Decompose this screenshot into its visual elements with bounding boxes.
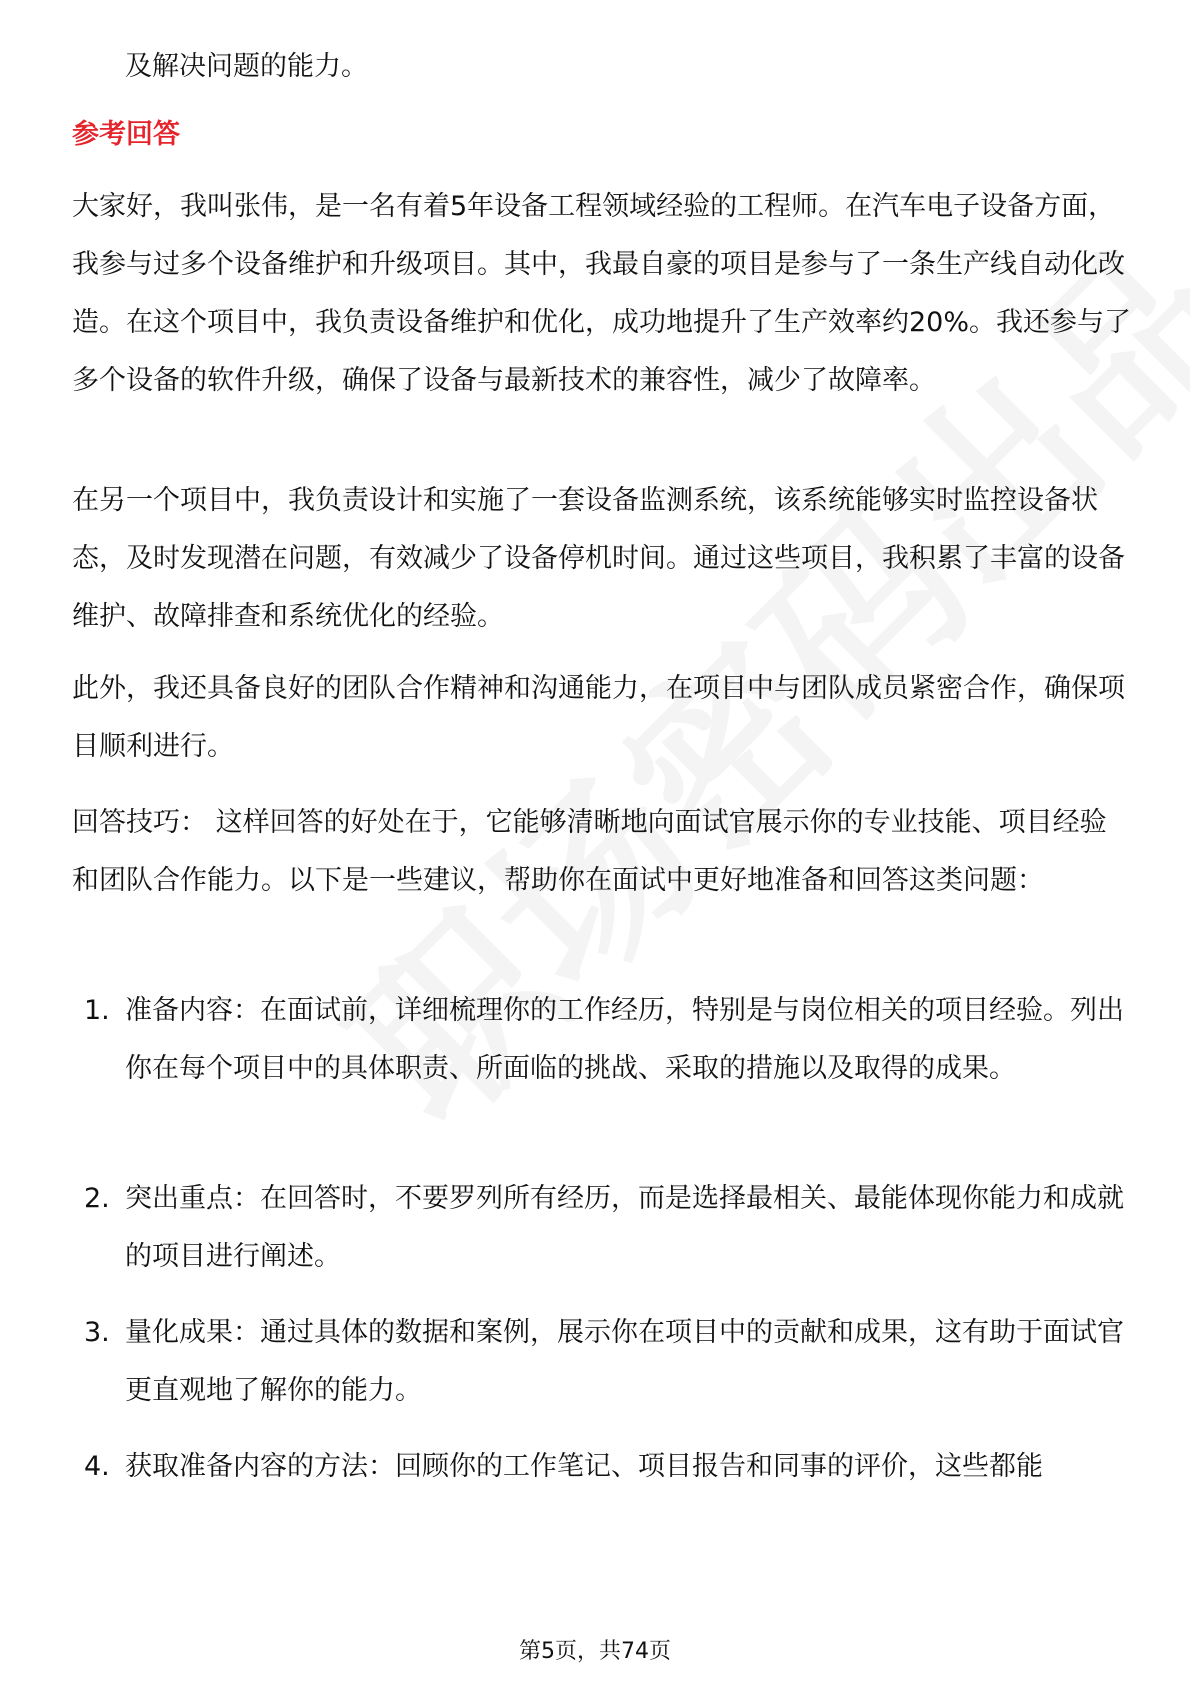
page-number: 第5页，共74页	[519, 1639, 671, 1664]
list-text: 获取准备内容的方法：回顾你的工作笔记、项目报告和同事的评价，这些都能	[125, 1451, 1043, 1482]
section-heading: 参考回答	[72, 119, 180, 150]
list-number: 1.	[84, 995, 110, 1026]
paragraph-monitoring: 在另一个项目中，我负责设计和实施了一套设备监测系统，该系统能够实时监控设备状态，及时发现潜在问题，有效减少了设备停机时间。通过这些项目，我积累了丰富的设备维护、故障排查和系统优化的经验。	[72, 485, 1125, 632]
paragraph-tips: 回答技巧： 这样回答的好处在于，它能够清晰地向面试官展示你的专业技能、项目经验和团队合作能力。以下是一些建议，帮助你在面试中更好地准备和回答这类问题：	[72, 807, 1107, 896]
list-number: 3.	[84, 1317, 110, 1348]
list-number: 4.	[84, 1451, 110, 1482]
paragraph-intro: 大家好，我叫张伟，是一名有着5年设备工程领域经验的工程师。在汽车电子设备方面，我参与过多个设备维护和升级项目。其中，我最自豪的项目是参与了一条生产线自动化改造。在这个项目中，我负责设备维护和优化，成功地提升了生产效率约20%。我还参与了多个设备的软件升级，确保了设备与最新技术的兼容性，减少了故障率。	[72, 191, 1132, 396]
continuation-text: 及解决问题的能力。	[125, 51, 368, 82]
list-text: 突出重点：在回答时，不要罗列所有经历，而是选择最相关、最能体现你能力和成就的项目进行阐述。	[125, 1183, 1124, 1272]
paragraph-teamwork: 此外，我还具备良好的团队合作精神和沟通能力，在项目中与团队成员紧密合作，确保项目顺利进行。	[72, 673, 1125, 762]
list-text: 准备内容：在面试前，详细梳理你的工作经历，特别是与岗位相关的项目经验。列出你在每个项目中的具体职责、所面临的挑战、采取的措施以及取得的成果。	[125, 995, 1124, 1084]
list-text: 量化成果：通过具体的数据和案例，展示你在项目中的贡献和成果，这有助于面试官更直观地了解你的能力。	[125, 1317, 1124, 1406]
list-number: 2.	[84, 1183, 110, 1214]
